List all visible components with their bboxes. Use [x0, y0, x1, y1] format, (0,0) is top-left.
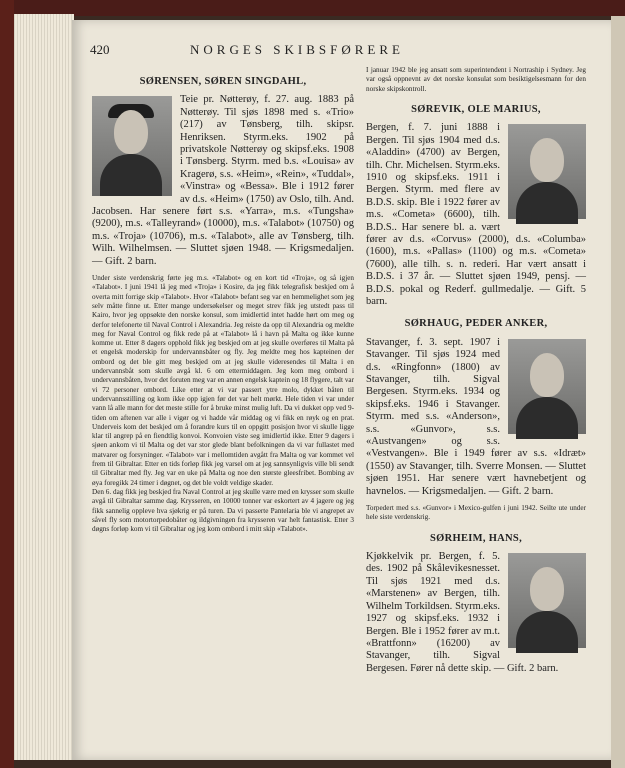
entry-name: SØRHEIM, HANS, — [429, 532, 522, 544]
entry-bio: Bergen, f. 7. juni 1888 i Bergen. Til sjøs 1904 med d.s. «Aladdin» (4700) av Bergen, tilh. Chr. Michelsen. Styrm.eks. 1910 og skipsf.eks. 1911 i Bergen. Styrm. med flere av B.D.S. skip. Ble i 1922 fører av m.s. «Cometa» (6600), tilh. B.D.S.. Har senere bl. a. vært fører av d.s. «Corvus» (2000), d.s. «Columba» (1600), m.s. «Pallas» (1100) og m.s. «Cometa» (7600), alle tilh. s. n. rederi. Har vært ansatt i B.D.S. i 37 år. — Sluttet sjøen 1949, pensj. — B.D.S. pokal og Rederf. gullmedalje. — Gift. 5 barn. — [366, 122, 586, 307]
entry-name: SØRENSEN, SØREN SINGDAHL, — [139, 76, 307, 87]
portrait-photo — [92, 96, 172, 196]
portrait-photo — [508, 124, 586, 219]
right-column — [366, 66, 586, 675]
portrait-photo — [508, 339, 586, 434]
face-shape — [114, 110, 148, 154]
continued-note: I januar 1942 ble jeg ansatt som superintendent i Nortraship i Sydney. Jeg var også oppnevnt av det norske konsulat som besiktigelsesmann for den norske skipskontroll. — [366, 66, 586, 93]
suit-shape — [516, 611, 578, 653]
left-column — [92, 66, 354, 534]
entry-note: Torpedert med s.s. «Gunvor» i Mexico-gulfen i juni 1942. Seilte ute under hele siste verdenskrig. — [366, 504, 586, 522]
page-header — [0, 42, 540, 62]
book-cover-top — [0, 0, 625, 16]
entry-bio: Kjøkkelvik pr. Bergen, f. 5. des. 1902 på Skålevikesnesset. Til sjøs 1921 med d.s. «Marstenen» av Bergen, tilh. Wilhelm Torkildsen. Styrm.eks. 1927 og skipsf.eks. 1932 i Bergen. Ble i 1952 fører av m.t. «Brattfonn» (16200) av Stavanger, tilh. Sigval Bergesen. Fører nå dette skip. — Gift. 2 barn. — [366, 551, 559, 674]
page-edges — [14, 14, 74, 760]
face-shape — [530, 353, 564, 397]
face-shape — [530, 138, 564, 182]
suit-shape — [516, 397, 578, 439]
entry-note-continued: Den 6. dag fikk jeg beskjed fra Naval Control at jeg skulle være med en krysser som skulle avgå til Gibraltar samme dag. Krysseren, en 10000 tonner var eskortert av 4 jagere og jeg fikk sannelig oppleve hva sjøkrig er på turen. Da vi passerte Pantelaria ble vi angrepet av såvel fly som motortorpedobåter og ildgivningen fra krysseren var helt fantastisk. Etter 3 døgns forløp kom vi til Gibraltar og jeg kom ombord i mitt skip «Talabot». — [92, 487, 354, 534]
running-head: NORGES SKIBSFØRERE — [190, 42, 404, 57]
entry-note: Under siste verdenskrig førte jeg m.s. «Talabot» og en kort tid «Troja», og så igjen «Talabot». I juni 1941 lå jeg med «Troja» i Kosire, da jeg fikk telegrafisk beskjed om å overta mitt forrige skip «Talabot». Hvor «Talabot» befant seg var en hemmelighet som jeg selv måtte finne ut. Etter mange undersøkelser og meget strev fikk jeg utstedt pass til Kairo, hvor jeg oppsøkte den norske konsul, som imidlertid intet hadde hørt om meg og derfor telefonerte til Naval Control i Alexandria. Jeg reiste da opp til Alexandria og meldte meg for Naval Control og fikk rede på at «Talabot» lå i havn på Malta og ikke kunne komme ut. Etter 8 dagers opphold fikk jeg beskjed om at jeg skulle overføres til Malta på et engelsk moderskip for undervannsbåter og fly. Jeg meldte meg hos kapteinen der ombord og det ble gitt meg beskjed om at jeg skulle videresendes til Malta i en undervannsbåt som skulle avgå kl. 6 om ettermiddagen. Jeg kom meg ombord i undervannsbåten, hvor det foruten meg var en annen engelsk kaptein og 18 flygere, talt var vi 72 personer ombord. Like etter at vi var passert ytre molo, dykket båten til undervannsstilling og kom ikke opp igjen før det var helt mørkt. Hele tiden vi var under vann lå alle mann for det meste stille for å bruke minst mulig luft. Da vi dukket opp ved 9-tiden om aftenen var alle i vigør og vi hadde vår middag og vi fikk en røyk og en prat. Underveis kom det beskjed om å forandre kurs til en oppgitt posisjon hvor vi skulle ligge klar til angrep på en fiendtlig konvoi. Konvoien viste seg imidlertid ikke. Etter 9 dagers i sjøen ankom vi til Malta og det var stor glede blant befolkningen da vi var fullastet med matvarer og forsyninger. «Talabot» var i mellomtiden avgått fra Malta og var kommet vel frem til Gibraltar. Etter en tids forløp fikk jeg varsel om at jeg sannsynligvis ville bli sendt til Gibraltar med fly. Jeg var en uke på Malta og noe den største gleesfribet. Bombing av øya foregikk 24 timer i døgnet, og det ble voldt veldige skader. — [92, 274, 354, 487]
entry-name: SØRHAUG, PEDER ANKER, — [404, 318, 548, 330]
page-number: 420 — [90, 42, 110, 57]
entry-bio: Stavanger, f. 3. sept. 1907 i Stavanger. Til sjøs 1924 med d.s. «Ringfonn» (1800) av Stavanger, tilh. Sigval Bergesen. Styrm.eks. 1934 og skipsf.eks. 1946 i Stavanger. Styrm. med s.s. «Anderson», s.s. «Gunvor», s.s. «Austvangen» og s.s. «Vestvangen». Ble i 1949 fører av s.s. «Idræt» (1550) av Stavanger, tilh. Sverre Monsen. — Sluttet sjøen 1951. Har senere vært havnebetjent og havnelos. — Krigsmedaljen. — Gift. 2 barn. — [366, 336, 586, 497]
uniform-shape — [100, 154, 162, 196]
page-right-edge — [611, 16, 625, 768]
portrait-photo — [508, 553, 586, 648]
face-shape — [530, 567, 564, 611]
entry-bio: Teie pr. Nøtterøy, f. 27. aug. 1883 på Nøtterøy. Til sjøs 1898 med s. «Trio» (217) av Tønsberg, tilh. skipsr. Henriksen. Styrm.eks. 1902 på privatskole Nøtterøy og skipsf.eks. 1908 i Tønsberg. Styrm. med b.s. «Louisa» av Kragerø, s.s. «Heim», «Rein», «Tuddal», «Vinstra» og «Bessa». Ble i 1912 fører av d.s. «Heim» (1750) av Oslo, tilh. And. Jacobsen. Har senere ført s.s. «Yarra», m.s. «Tungsha» (9200), m.s. «Talleyrand» (10000), m.s. «Talabot» (10750) og m.s. «Troja» (10706), m.s. «Talabot», alle av Tønsberg, tilh. Wilh. Wilhelmsen. — Sluttet sjøen 1948. — Krigsmedaljen. — Gift. 2 barn. — [92, 94, 354, 267]
suit-shape — [516, 182, 578, 224]
entry-name: SØREVIK, OLE MARIUS, — [411, 103, 541, 115]
book-cover-left — [0, 0, 14, 768]
